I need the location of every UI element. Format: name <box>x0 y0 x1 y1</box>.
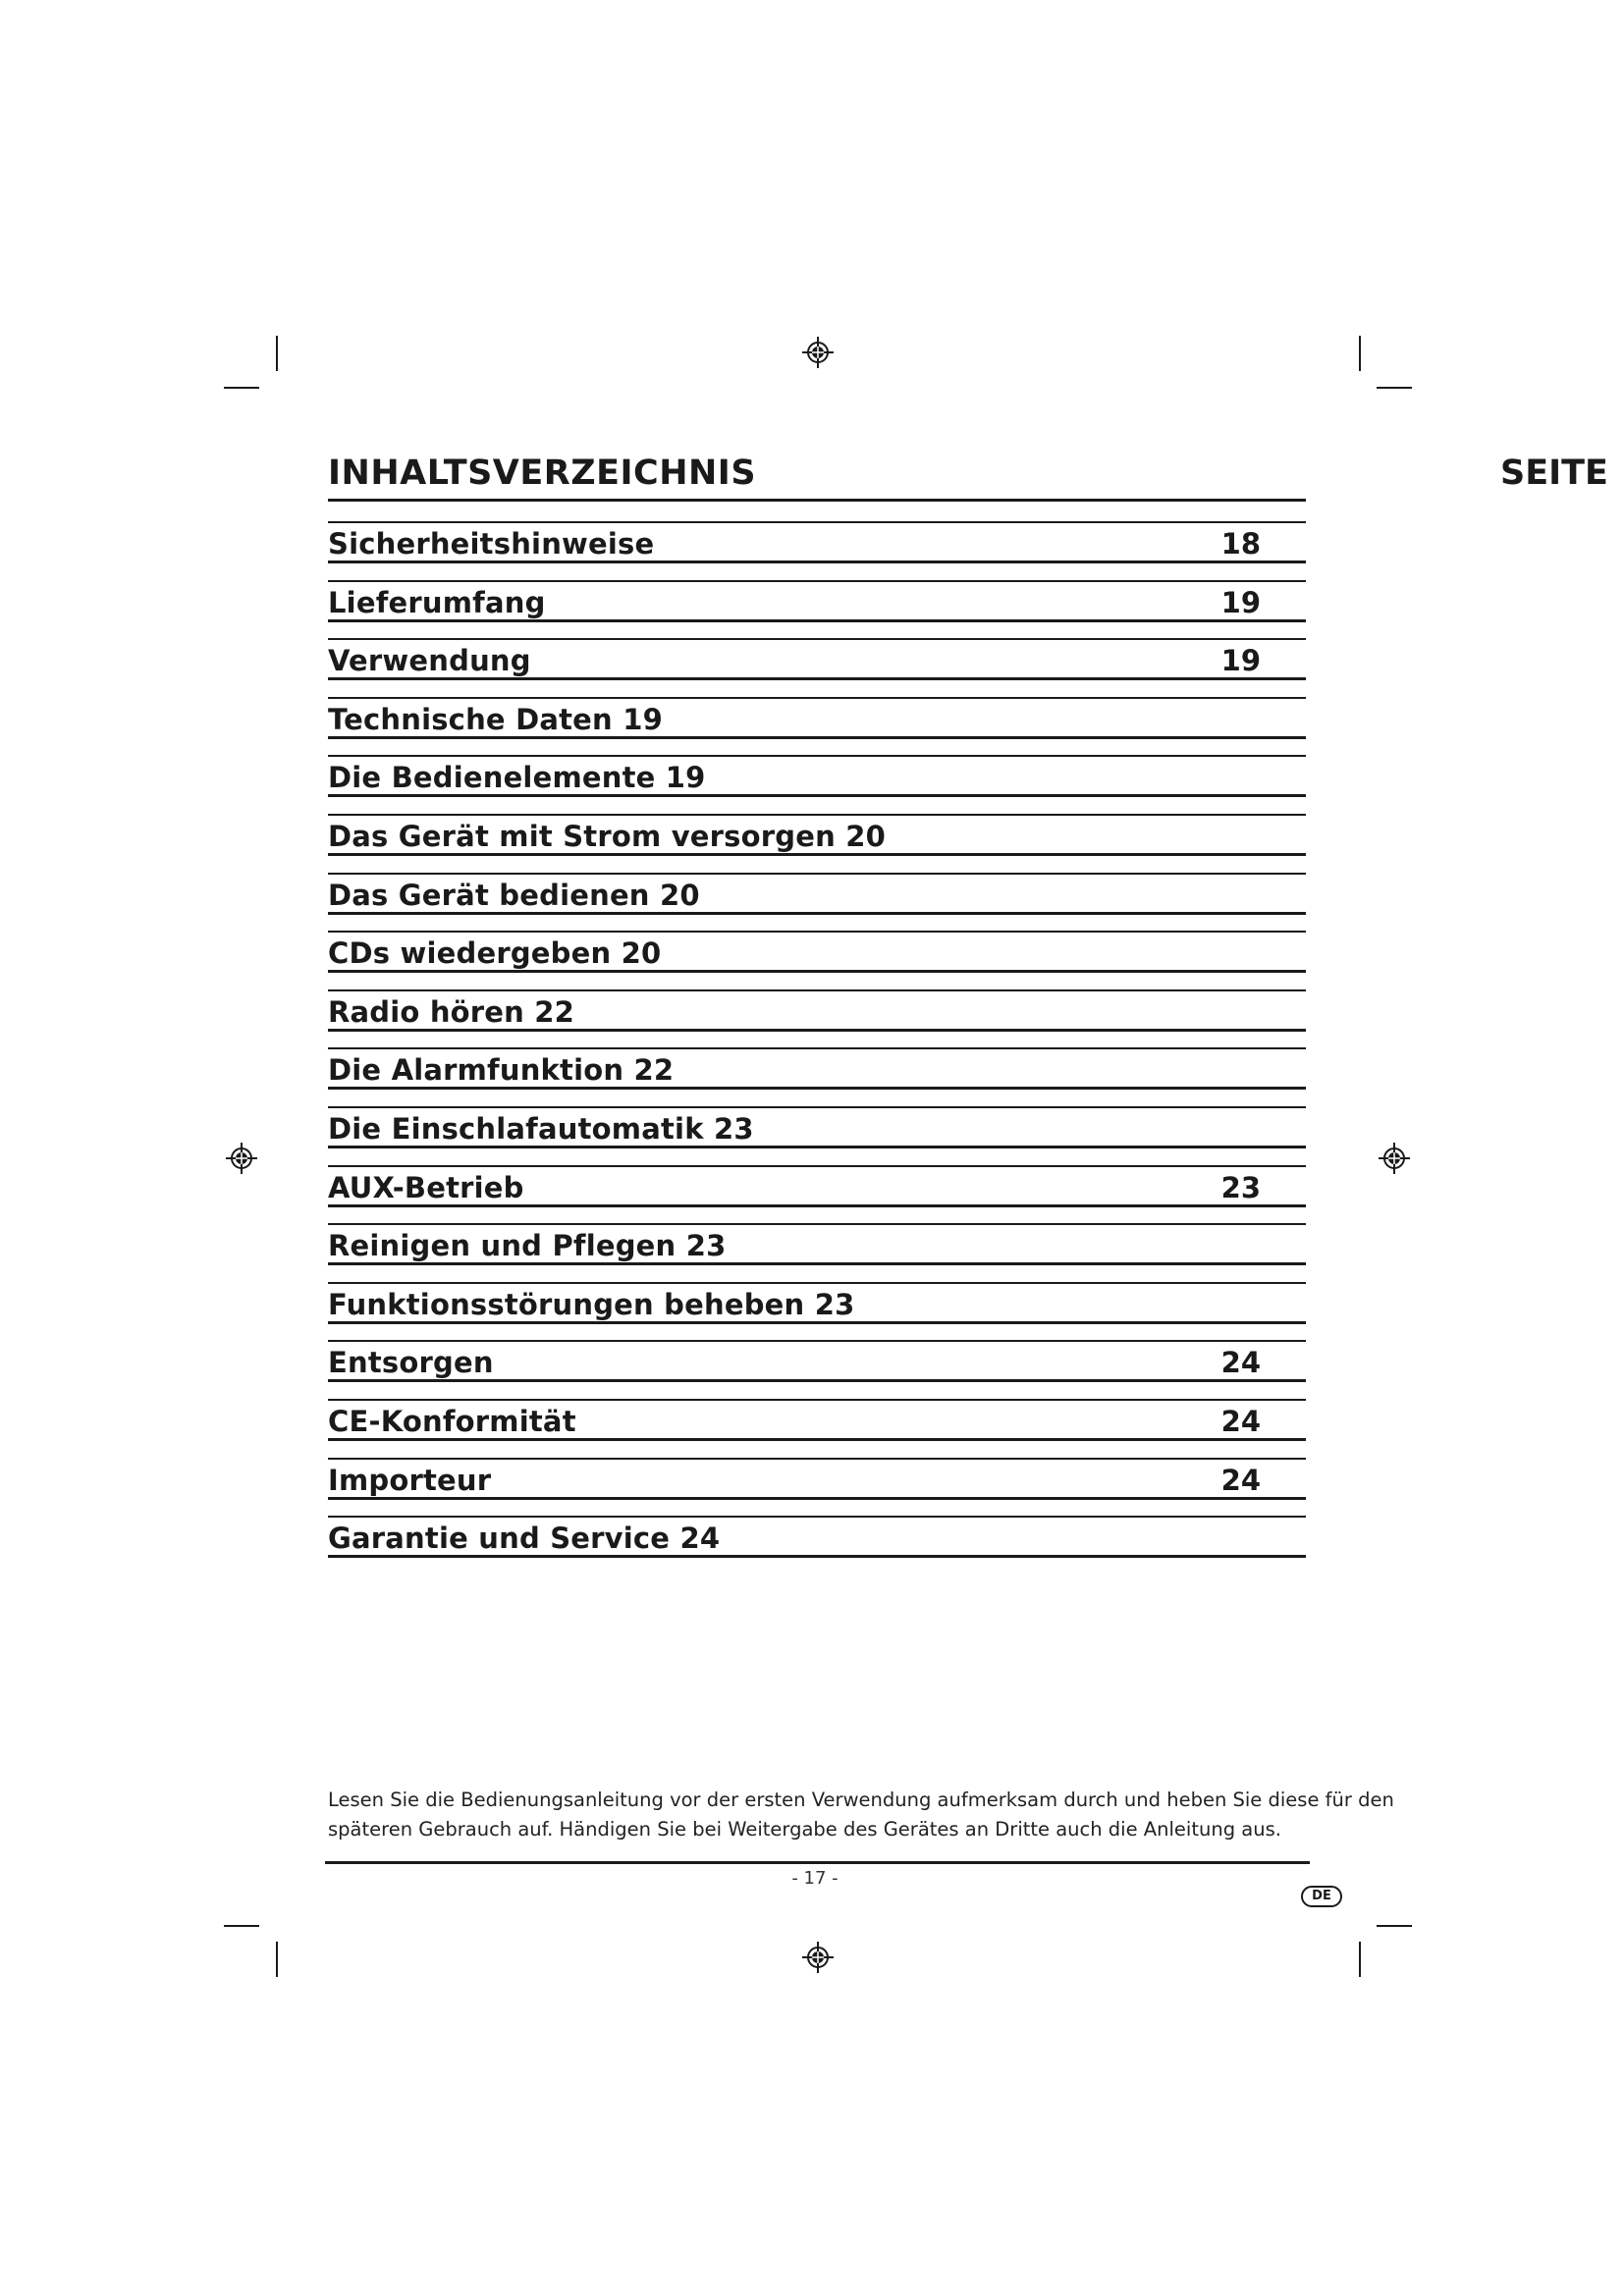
toc-entry[interactable] <box>328 873 1306 932</box>
page-number: - 17 - <box>791 1868 839 1889</box>
toc-entry[interactable] <box>328 814 1306 873</box>
crop-mark <box>1359 336 1361 371</box>
toc-entry-page: 24 <box>1220 1346 1261 1380</box>
page-column-heading: SEITE <box>1500 454 1608 493</box>
toc-entry-title: Die Einschlafautomatik 23 <box>328 1111 754 1146</box>
toc-entry[interactable] <box>328 1340 1306 1399</box>
toc-entry[interactable] <box>328 580 1306 639</box>
toc-entry-title: Funktionsstörungen beheben 23 <box>328 1287 855 1321</box>
toc-entry[interactable] <box>328 1282 1306 1341</box>
toc-entry-page: 24 <box>1220 1404 1261 1438</box>
registration-mark-icon <box>1378 1142 1411 1175</box>
title-divider <box>328 499 1306 502</box>
toc-entry-title: Das Gerät bedienen 20 <box>328 878 700 912</box>
crop-mark <box>224 1925 259 1927</box>
toc-entry-page: 23 <box>1220 1170 1261 1204</box>
toc-entry-page: 24 <box>1220 1463 1261 1497</box>
toc-entry-title: Technische Daten 19 <box>328 702 663 736</box>
language-badge: DE <box>1301 1886 1342 1907</box>
toc-entry[interactable] <box>328 1516 1306 1575</box>
toc-entry[interactable] <box>328 1047 1306 1106</box>
reading-note <box>328 1786 1394 1844</box>
registration-mark-icon <box>801 1941 835 1974</box>
toc-entry[interactable] <box>328 1165 1306 1224</box>
crop-mark <box>1377 1925 1412 1927</box>
toc-entry[interactable] <box>328 755 1306 814</box>
crop-mark <box>224 387 259 389</box>
footer-divider <box>325 1861 1310 1864</box>
toc-entry[interactable] <box>328 521 1306 580</box>
toc-entry-title: CE-Konformität <box>328 1404 576 1438</box>
crop-mark <box>276 1942 278 1977</box>
toc-entry-title: Entsorgen <box>328 1346 494 1380</box>
toc-entry[interactable] <box>328 1223 1306 1282</box>
crop-mark <box>1377 387 1412 389</box>
toc-entry[interactable] <box>328 931 1306 989</box>
toc-entry[interactable] <box>328 697 1306 756</box>
table-of-contents <box>328 521 1306 1575</box>
toc-entry-title: Importeur <box>328 1463 492 1497</box>
toc-entry-page: 18 <box>1220 527 1261 561</box>
toc-entry-page: 19 <box>1220 585 1261 619</box>
toc-entry-page: 19 <box>1220 644 1261 678</box>
toc-entry-title: CDs wiedergeben 20 <box>328 936 662 971</box>
toc-entry-title: Garantie und Service 24 <box>328 1522 721 1556</box>
toc-entry[interactable] <box>328 638 1306 697</box>
toc-entry-title: Die Bedienelemente 19 <box>328 761 706 795</box>
reading-note-line: späteren Gebrauch auf. Händigen Sie bei Weitergabe des Gerätes an Dritte auch die Anleitung aus. <box>328 1818 1281 1841</box>
toc-entry[interactable] <box>328 1106 1306 1165</box>
toc-entry-title: Radio hören 22 <box>328 994 575 1029</box>
toc-entry-title: Reinigen und Pflegen 23 <box>328 1229 727 1263</box>
crop-mark <box>276 336 278 371</box>
reading-note-line: Lesen Sie die Bedienungsanleitung vor der ersten Verwendung aufmerksam durch und heben Sie diese für den <box>328 1789 1394 1811</box>
page-title: INHALTSVERZEICHNIS <box>328 454 757 493</box>
toc-entry-title: AUX-Betrieb <box>328 1170 524 1204</box>
toc-entry-title: Das Gerät mit Strom versorgen 20 <box>328 819 886 853</box>
registration-mark-icon <box>801 336 835 369</box>
toc-entry-title: Verwendung <box>328 644 531 678</box>
toc-entry[interactable] <box>328 1399 1306 1458</box>
toc-entry-title: Die Alarmfunktion 22 <box>328 1053 675 1088</box>
toc-entry-title: Sicherheitshinweise <box>328 527 655 561</box>
crop-mark <box>1359 1942 1361 1977</box>
toc-entry[interactable] <box>328 989 1306 1048</box>
toc-entry[interactable] <box>328 1458 1306 1517</box>
toc-entry-title: Lieferumfang <box>328 585 546 619</box>
registration-mark-icon <box>225 1142 258 1175</box>
